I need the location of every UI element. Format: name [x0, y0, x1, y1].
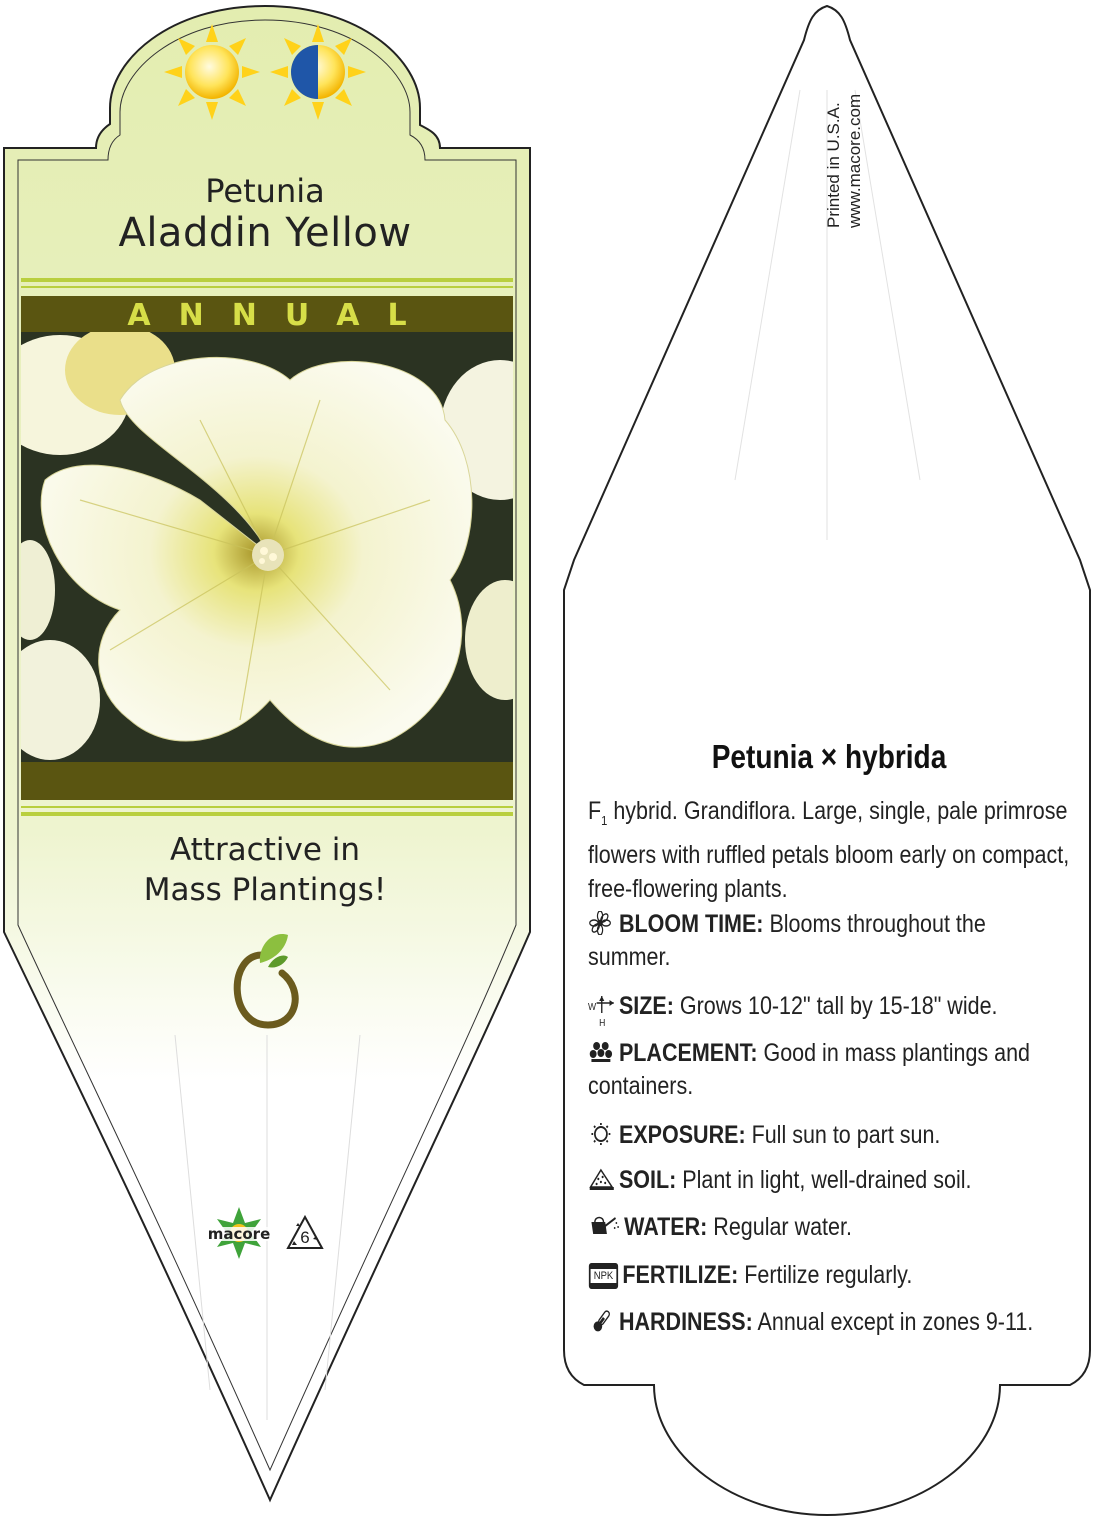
part-sun-icon: [270, 24, 366, 120]
exposure-value: Full sun to part sun.: [745, 1121, 941, 1149]
water-label: WATER:: [624, 1213, 708, 1241]
botanical-name: Petunia × hybrida: [711, 738, 947, 775]
photo-bottom-band: [21, 762, 513, 800]
plant-description: [588, 794, 1068, 906]
bloom-time-value: Blooms throughout the summer.: [588, 910, 986, 971]
attribute-hardiness: [588, 1306, 1068, 1339]
fertilize-label: FERTILIZE:: [622, 1261, 739, 1289]
sun-outline-icon: [588, 1122, 616, 1146]
front-genus-name: Petunia: [205, 172, 325, 210]
attribute-placement: [588, 1037, 1068, 1103]
website-text: www.macore.com: [845, 93, 864, 228]
description-f: F: [588, 797, 602, 825]
fertilize-value: Fertilize regularly.: [738, 1261, 913, 1289]
macore-logo: [204, 1205, 274, 1267]
tagline-line-2: Mass Plantings!: [143, 872, 387, 908]
soil-label: SOIL:: [618, 1166, 677, 1194]
description-sub: 1: [601, 813, 608, 828]
hardiness-label: HARDINESS:: [618, 1308, 753, 1336]
attribute-soil: [588, 1164, 1068, 1197]
thermometer-icon: [588, 1309, 616, 1333]
npk-text: NPK: [591, 1269, 617, 1283]
hardiness-value: Annual except in zones 9-11.: [752, 1308, 1034, 1336]
printed-in-text: Printed in U.S.A.: [824, 102, 843, 228]
attribute-water: [588, 1211, 1068, 1244]
size-value: Grows 10-12" tall by 15-18" wide.: [673, 992, 998, 1020]
front-tagline: [60, 830, 470, 910]
description-text: hybrid. Grandiflora. Large, single, pale primrose flowers with ruffled petals bloom early on compact, free-flowering plants.: [588, 797, 1070, 903]
attribute-fertilize: [588, 1259, 1068, 1292]
recycle-number: 6: [300, 1228, 310, 1247]
macore-logo-text: macore: [207, 1225, 271, 1243]
watering-can-icon: [588, 1214, 621, 1238]
soil-icon: [588, 1167, 616, 1191]
soil-value: Plant in light, well-drained soil.: [676, 1166, 972, 1194]
flower-icon: [588, 911, 616, 935]
printing-info: [824, 60, 868, 240]
plants-icon: [588, 1040, 616, 1064]
size-h-letter: H: [599, 1018, 606, 1029]
size-label: SIZE:: [618, 992, 674, 1020]
size-arrows-icon: [588, 993, 616, 1029]
bloom-time-label: BLOOM TIME:: [618, 910, 764, 938]
full-sun-icon: [164, 24, 260, 120]
placement-label: PLACEMENT:: [618, 1039, 758, 1067]
attribute-size: [588, 990, 1068, 1029]
npk-icon: [588, 1262, 619, 1288]
water-value: Regular water.: [707, 1213, 852, 1241]
tagline-line-1: Attractive in: [169, 832, 361, 868]
recycle-6-icon: [285, 1214, 325, 1254]
petunia-photo: [0, 325, 560, 762]
category-label: ANNUAL: [127, 298, 435, 333]
exposure-label: EXPOSURE:: [618, 1121, 746, 1149]
front-variety-name: Aladdin Yellow: [118, 210, 412, 256]
attribute-bloom-time: [588, 908, 1068, 974]
size-w-letter: W: [588, 1002, 597, 1013]
placement-value: Good in mass plantings and containers.: [588, 1039, 1031, 1100]
attribute-exposure: [588, 1119, 1068, 1152]
